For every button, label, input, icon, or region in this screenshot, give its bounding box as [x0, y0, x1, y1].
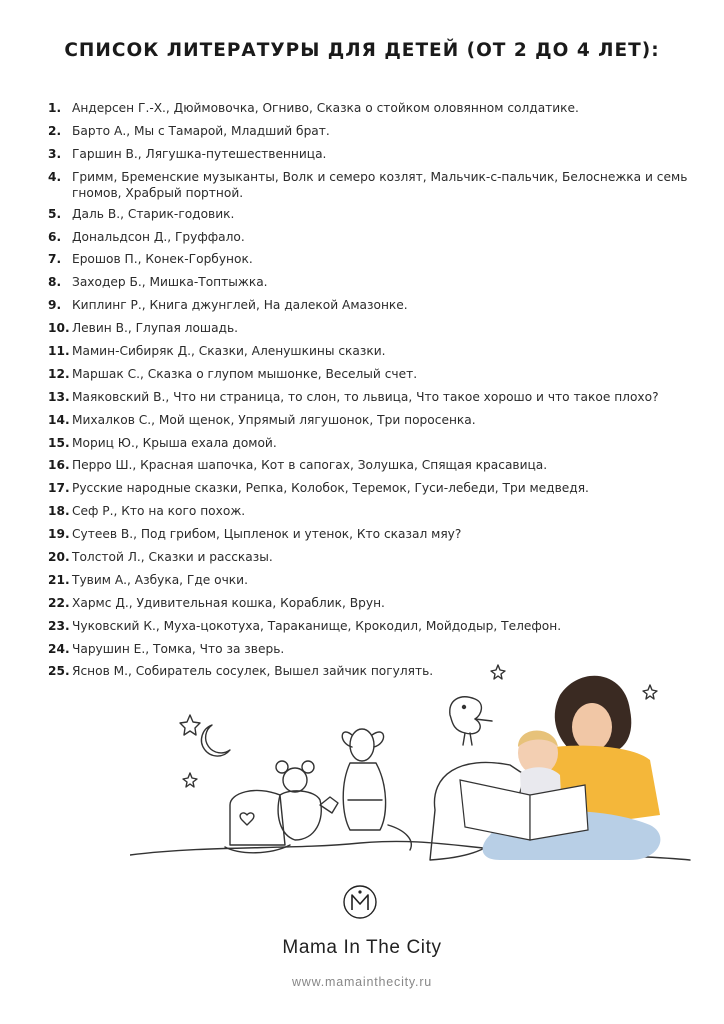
small-mouse-icon [276, 761, 338, 840]
star-icon [183, 773, 197, 787]
list-item [48, 503, 688, 519]
item-number: 19. [48, 527, 70, 542]
star-icon [180, 715, 200, 735]
item-text: Русские народные сказки, Репка, Колобок, Теремок, Гуси-лебеди, Три медведя. [72, 481, 589, 496]
list-item [48, 251, 688, 267]
mouse-icon [342, 729, 411, 850]
item-text: Даль В., Старик-годовик. [72, 206, 235, 221]
list-item [48, 618, 688, 634]
item-text: Мориц Ю., Крыша ехала домой. [72, 435, 277, 450]
list-item [48, 206, 688, 222]
item-text: Яснов М., Собиратель сосулек, Вышел зайчик погулять. [72, 664, 434, 679]
item-number: 3. [48, 146, 62, 161]
list-item [48, 480, 688, 496]
item-number: 21. [48, 572, 70, 587]
item-number: 1. [48, 101, 62, 115]
item-text: Сутеев В., Под грибом, Цыпленок и утенок, Кто сказал мяу? [72, 527, 462, 542]
list-item [48, 229, 688, 245]
item-number: 14. [48, 412, 70, 427]
list-item [48, 549, 688, 565]
item-number: 16. [48, 458, 70, 473]
list-item [48, 595, 688, 611]
item-text: Заходер Б., Мишка-Топтыжка. [72, 275, 268, 290]
item-text: Толстой Л., Сказки и рассказы. [72, 550, 273, 565]
list-item [48, 572, 688, 588]
mother-child-photo [460, 676, 660, 860]
item-number: 15. [48, 435, 70, 450]
website-link[interactable]: www.mamainthecity.ru [291, 975, 433, 989]
item-number: 23. [48, 618, 70, 633]
list-item [48, 274, 688, 290]
list-item [48, 297, 688, 313]
list-item [48, 320, 688, 336]
reading-illustration [130, 655, 700, 880]
item-text: Чуковский К., Муха-цокотуха, Тараканище, Крокодил, Мойдодыр, Телефон. [72, 618, 562, 633]
item-number: 10. [48, 321, 70, 336]
list-item [48, 526, 688, 542]
item-text: Тувим А., Азбука, Где очки. [72, 572, 248, 587]
item-text: Маяковский В., Что ни страница, то слон, то львица, Что такое хорошо и что такое плохо? [72, 389, 659, 404]
item-text: Левин В., Глупая лошадь. [72, 321, 239, 336]
item-number: 12. [48, 366, 70, 381]
item-number: 20. [48, 550, 70, 565]
item-text: Перро Ш., Красная шапочка, Кот в сапогах, Золушка, Спящая красавица. [72, 458, 548, 473]
item-text: Гримм, Бременские музыканты, Волк и семеро козлят, Мальчик-с-пальчик, Белоснежка и семь гномов, Храбрый портной. [72, 169, 688, 200]
list-item [48, 412, 688, 428]
item-number: 18. [48, 504, 70, 519]
item-number: 2. [48, 123, 62, 138]
item-number: 9. [48, 298, 62, 313]
brand-logo [342, 884, 378, 920]
item-number: 24. [48, 641, 70, 656]
item-text: Чарушин Е., Томка, Что за зверь. [72, 641, 285, 656]
item-text: Ерошов П., Конек-Горбунок. [72, 252, 253, 267]
item-text: Хармс Д., Удивительная кошка, Кораблик, Врун. [72, 595, 385, 610]
list-item [48, 457, 688, 473]
item-number: 8. [48, 275, 62, 290]
item-number: 11. [48, 344, 70, 359]
list-item [48, 389, 688, 405]
item-text: Гаршин В., Лягушка-путешественница. [72, 146, 327, 161]
page-title: СПИСОК ЛИТЕРАТУРЫ ДЛЯ ДЕТЕЙ (ОТ 2 ДО 4 ЛЕТ): [64, 40, 660, 61]
item-number: 25. [48, 664, 70, 679]
item-text: Андерсен Г.-Х., Дюймовочка, Огниво, Сказка о стойком оловянном солдатике. [72, 101, 579, 115]
item-text: Дональдсон Д., Груффало. [72, 229, 245, 244]
item-number: 4. [48, 169, 62, 184]
star-icon [491, 665, 505, 679]
brand-name: Mama In The City [282, 937, 442, 958]
item-number: 17. [48, 481, 70, 496]
item-text: Михалков С., Мой щенок, Упрямый лягушонок, Три поросенка. [72, 412, 476, 427]
list-item [48, 366, 688, 382]
item-text: Сеф Р., Кто на кого похож. [72, 504, 246, 519]
item-number: 6. [48, 229, 62, 244]
bird-icon [450, 697, 492, 745]
book-list [48, 100, 688, 686]
list-item [48, 100, 688, 116]
list-item [48, 146, 688, 162]
list-item [48, 123, 688, 139]
item-number: 22. [48, 595, 70, 610]
item-number: 7. [48, 252, 62, 267]
item-text: Мамин-Сибиряк Д., Сказки, Аленушкины сказки. [72, 344, 386, 359]
list-item [48, 343, 688, 359]
star-icon [643, 685, 657, 699]
item-text: Барто А., Мы с Тамарой, Младший брат. [72, 123, 330, 138]
moon-icon [201, 725, 230, 756]
list-item [48, 169, 688, 201]
item-text: Киплинг Р., Книга джунглей, На далекой Амазонке. [72, 298, 408, 313]
item-number: 13. [48, 389, 70, 404]
item-text: Маршак С., Сказка о глупом мышонке, Веселый счет. [72, 366, 418, 381]
item-number: 5. [48, 206, 62, 221]
list-item [48, 435, 688, 451]
